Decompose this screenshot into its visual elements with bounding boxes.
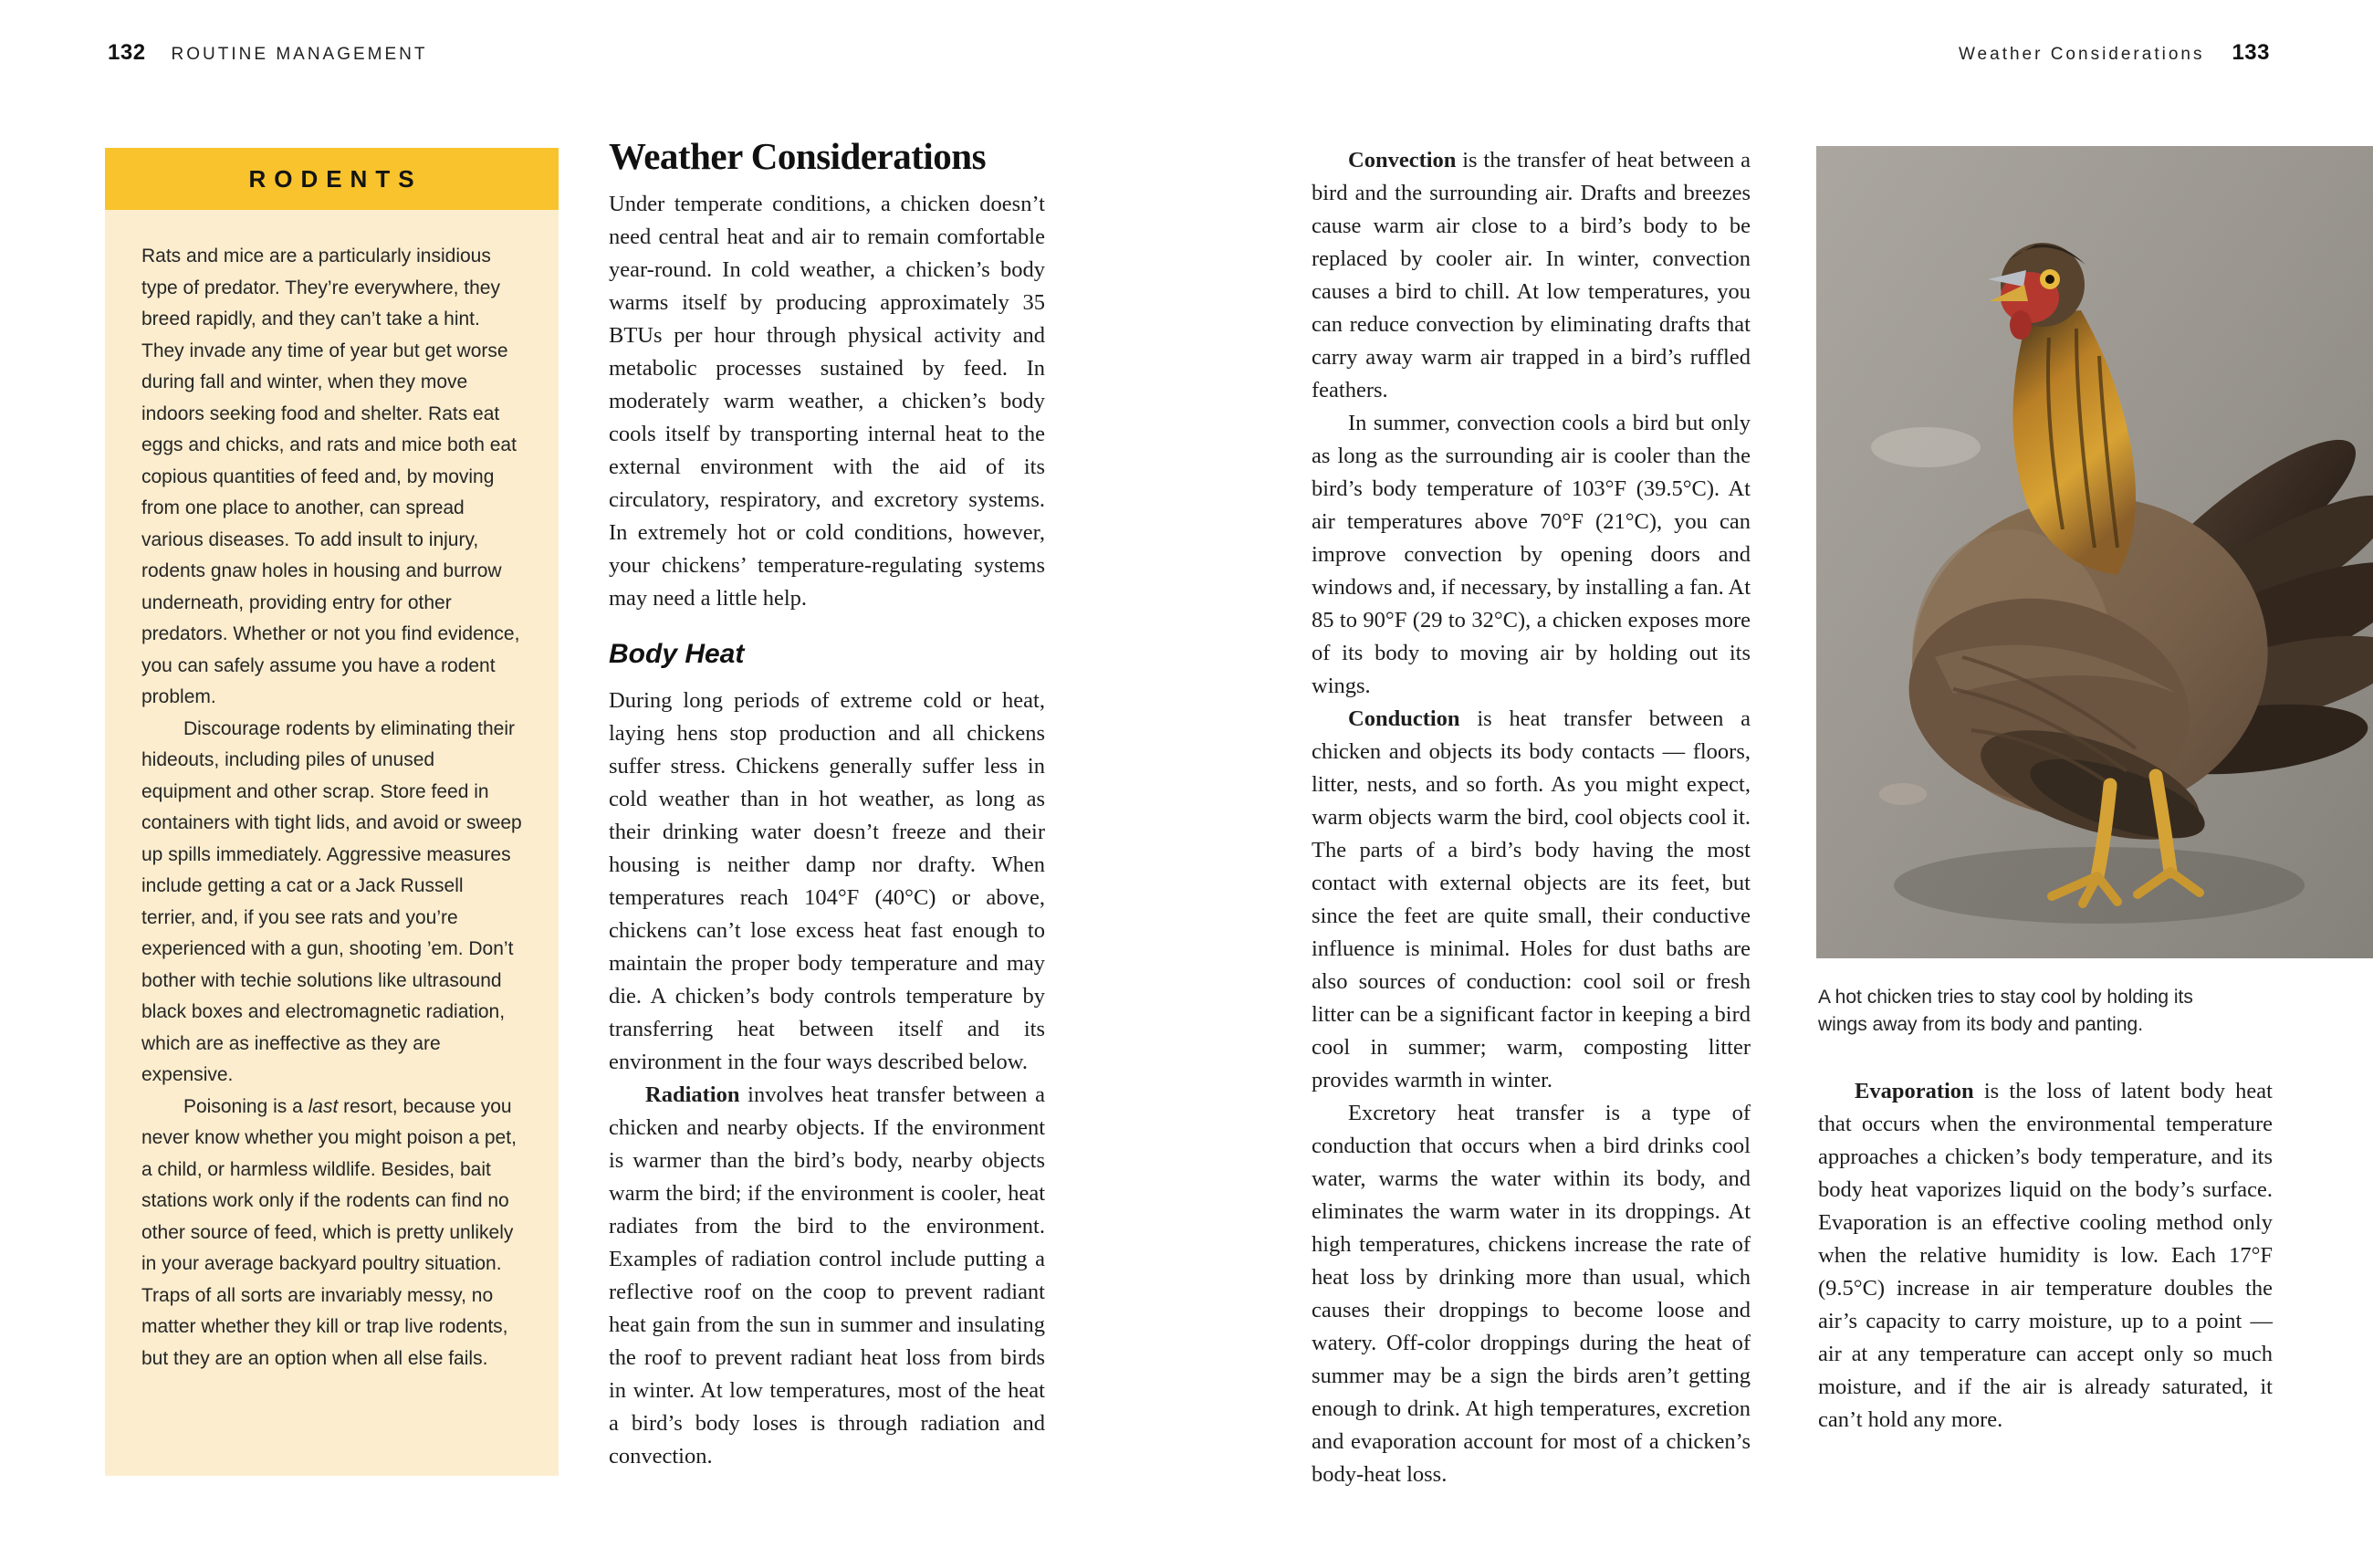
chicken-photo (1816, 146, 2373, 958)
convection-paragraph-2: In summer, convection cools a bird but only as long as the surrounding air is cooler than the bird’s body temperature of 103°F (39.5°C). At air temperatures above 70°F (21°C), you can improve convection by opening doors and windows and, if necessary, by installing a fan. At 85 to 90°F (29 to 32°C), a chicken exposes more of its body to moving air by holding out its wings. (1312, 411, 1751, 698)
sidebar-paragraph: Rats and mice are a particularly insidious type of predator. They’re everywhere, they breed rapidly, and they can’t take a hint. They invade any time of year but get worse during fall and winter, when they move indoors seeking food and shelter. Rats eat eggs and chicks, and rats and mice both eat copious quantities of feed and, by moving from one place to another, can spread various diseases. To add insult to injury, rodents gnaw holes in housing and burrow underneath, providing entry for other predators. Whether or not you find evidence, you can safely assume you have a rodent problem. (141, 246, 520, 707)
section-subhead-body-heat: Body Heat (609, 639, 745, 669)
running-head-right (1959, 40, 2270, 66)
article-column-left (609, 135, 1045, 1473)
sidebar-paragraph-text: Poisoning is a (183, 1095, 308, 1117)
sidebar-paragraph-text: resort, because you never know whether you might poison a pet, a child, or harmless wildlife. Besides, bait stations work only if the rodents can find no other source of feed, which is pretty unlikely in your average backyard poultry situation. Traps of all sorts are invariably messy, no matter whether they kill or trap live rodents, but they are an option when all else fails. (141, 1095, 517, 1369)
page-number-right: 133 (2232, 40, 2270, 65)
conduction-paragraph-text: is heat transfer between a chicken and objects its body contacts — floors, litter, nests, and so forth. As you might expect, warm objects warm the bird, cool objects cool it. The parts of a bird’s body having the most contact with external objects are its feet, but since the feet are quite small, their conductive influence is minimal. Holes for dust baths are also sources of conduction: cool soil or fresh litter can be a significant factor in keeping a bird cool in summer; warm, composting litter provides warmth in winter. (1312, 706, 1751, 1092)
rodents-sidebar (105, 148, 559, 1476)
photo-caption: A hot chicken tries to stay cool by holding its wings away from its body and panting. (1818, 987, 2193, 1035)
convection-paragraph-text: is the transfer of heat between a bird and the surrounding air. Drafts and breezes cause warm air close to a bird’s body to be replaced by cooler air. In winter, convection causes a bird to chill. At low temperatures, you can reduce convection by eliminating drafts that carry away warm air trapped in a bird’s ruffled feathers. (1312, 148, 1751, 402)
body-heat-paragraph: During long periods of extreme cold or heat, laying hens stop production and all chickens suffer stress. Chickens generally suffer less in cold weather than in hot weather, as long as their drinking water doesn’t freeze and their housing is neither damp nor drafty. When temperatures reach 104°F (40°C) or above, chickens can’t lose excess heat fast enough to maintain the proper body temperature and may die. A chicken’s body controls temperature by transferring heat between itself and its environment in the four ways described below. (609, 688, 1045, 1074)
sidebar-paragraph (141, 1092, 522, 1375)
convection-lead-in: Convection (1348, 148, 1457, 172)
chicken-illustration (1816, 146, 2373, 958)
rodents-sidebar-body (105, 210, 559, 1375)
conduction-paragraph (1312, 703, 1751, 1097)
article-title: Weather Considerations (609, 135, 987, 177)
radiation-paragraph (609, 1079, 1045, 1473)
rodents-sidebar-header (105, 148, 559, 210)
running-head-left (108, 40, 428, 66)
page-number-left: 132 (108, 40, 146, 65)
radiation-paragraph-text: involves heat transfer between a chicken and nearby objects. If the environment is warmer than the bird’s body, nearby objects warm the bird; if the environment is cooler, heat radiates from the bird to the environment. Examples of radiation control include putting a reflective roof on the coop to prevent radiant heat gain from the sun in summer and insulating the roof to prevent radiant heat loss from birds in winter. At low temperatures, most of the heat a bird’s body loses is through radiation and convection. (609, 1082, 1045, 1469)
evaporation-paragraph (1818, 1075, 2273, 1437)
rodents-sidebar-title: RODENTS (248, 164, 423, 193)
conduction-lead-in: Conduction (1348, 706, 1460, 731)
running-head-right-text: Weather Considerations (1958, 45, 2205, 64)
evaporation-lead-in: Evaporation (1855, 1079, 1974, 1103)
radiation-lead-in: Radiation (645, 1082, 740, 1107)
evaporation-paragraph-text: is the loss of latent body heat that occurs when the environmental temperature approaches a chicken’s body temperature, and its body heat vaporizes liquid on the body’s surface. Evaporation is an effective cooling method only when the relative humidity is low. Each 17°F (9.5°C) increase in air temperature doubles the air’s capacity to carry moisture, up to a point — air at any temperature can accept only so much moisture, and if the air is already saturated, it can’t hold any more. (1818, 1079, 2273, 1432)
running-head-left-text: ROUTINE MANAGEMENT (171, 45, 428, 64)
convection-paragraph (1312, 144, 1751, 407)
sidebar-paragraph: Discourage rodents by eliminating their hideouts, including piles of unused equipment and other scrap. Store feed in containers with tight lids, and avoid or sweep up spills immediately. Aggressive measures include getting a cat or a Jack Russell terrier, and, if you see rats and you’re experienced with a gun, shooting ’em. Don’t bother with techie solutions like ultrasound black boxes and electromagnetic radiation, which are as ineffective as they are expensive. (141, 717, 522, 1085)
article-intro-paragraph: Under temperate conditions, a chicken doesn’t need central heat and air to remain comfortable year-round. In cold weather, a chicken’s body warms itself by producing approximately 35 BTUs per hour through physical activity and metabolic processes sustained by feed. In moderately warm weather, a chicken’s body cools itself by transporting internal heat to the external environment with the aid of its circulatory, respiratory, and excretory systems. In extremely hot or cold conditions, however, your chickens’ temperature-regulating systems may need a little help. (609, 192, 1045, 611)
article-column-right (1312, 144, 1751, 1491)
excretory-paragraph: Excretory heat transfer is a type of conduction that occurs when a bird drinks cool water, warms the water within its body, and eliminates the warm water in its droppings. At high temperatures, chickens increase the rate of heat loss by drinking more than usual, which causes their droppings to become loose and watery. Off-color droppings during the heat of summer may be a sign the birds aren’t getting enough to drink. At high temperatures, excretion and evaporation account for most of a chicken’s body-heat loss. (1312, 1101, 1751, 1487)
sidebar-paragraph-italic: last (308, 1095, 339, 1117)
